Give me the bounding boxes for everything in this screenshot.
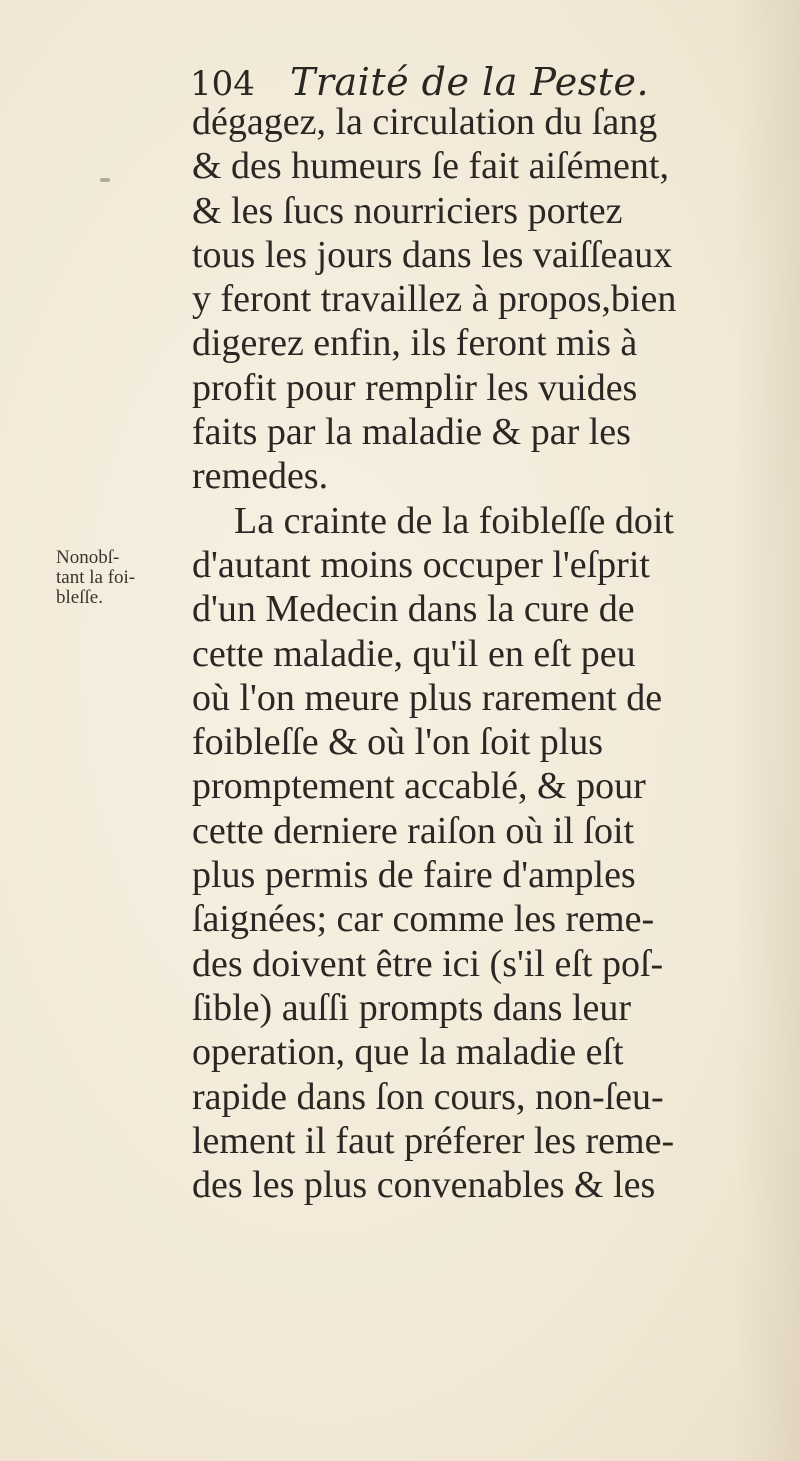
paragraph-start-line: La crainte de la foibleſſe doit (234, 499, 674, 542)
text-line: foibleſſe & où l'on ſoit plus (192, 721, 604, 764)
text-line: tous les jours dans les vaiſſeaux (192, 233, 673, 276)
text-line: ſible) auſſi prompts dans leur (192, 986, 632, 1029)
body-text (192, 100, 792, 1207)
ink-smudge (100, 178, 110, 182)
text-line: des doivent être ici (s'il eſt poſ- (192, 942, 664, 985)
page-number: 104 (190, 64, 255, 104)
text-line: cette maladie, qu'il en eſt peu (192, 632, 636, 675)
text-line: & des humeurs ſe fait aiſément, (192, 145, 669, 188)
margin-note-line: bleſſe. (56, 587, 103, 608)
text-line: des les plus convenables & les (192, 1164, 656, 1207)
text-line: ſaignées; car comme les reme- (192, 898, 655, 941)
text-line: où l'on meure plus rarement de (192, 676, 663, 719)
margin-note (56, 548, 135, 608)
text-line: profit pour remplir les vuides (192, 366, 638, 409)
text-line: d'autant moins occuper l'eſprit (192, 543, 650, 586)
text-line: y feront travaillez à propos,bien (192, 278, 677, 321)
text-line: remedes. (192, 455, 329, 498)
text-line: cette derniere raiſon où il ſoit (192, 809, 635, 852)
text-line: digerez enfin, ils feront mis à (192, 322, 638, 365)
margin-note-line: tant la foi- (56, 567, 136, 588)
running-title: Traité de la Peste. (290, 60, 650, 104)
text-line: lement il faut préferer les reme- (192, 1119, 675, 1162)
margin-note-line: Nonobſ- (56, 547, 120, 568)
text-line: promptement accablé, & pour (192, 765, 646, 808)
text-line: rapide dans ſon cours, non-ſeu- (192, 1075, 664, 1118)
text-line: faits par la maladie & par les (192, 411, 631, 454)
text-line: dégagez, la circulation du ſang (192, 101, 658, 143)
text-line: d'un Medecin dans la cure de (192, 588, 635, 631)
text-line: operation, que la maladie eſt (192, 1031, 624, 1074)
text-line: & les ſucs nourriciers portez (192, 189, 623, 232)
text-line: plus permis de faire d'amples (192, 854, 636, 897)
page-header (190, 60, 649, 104)
